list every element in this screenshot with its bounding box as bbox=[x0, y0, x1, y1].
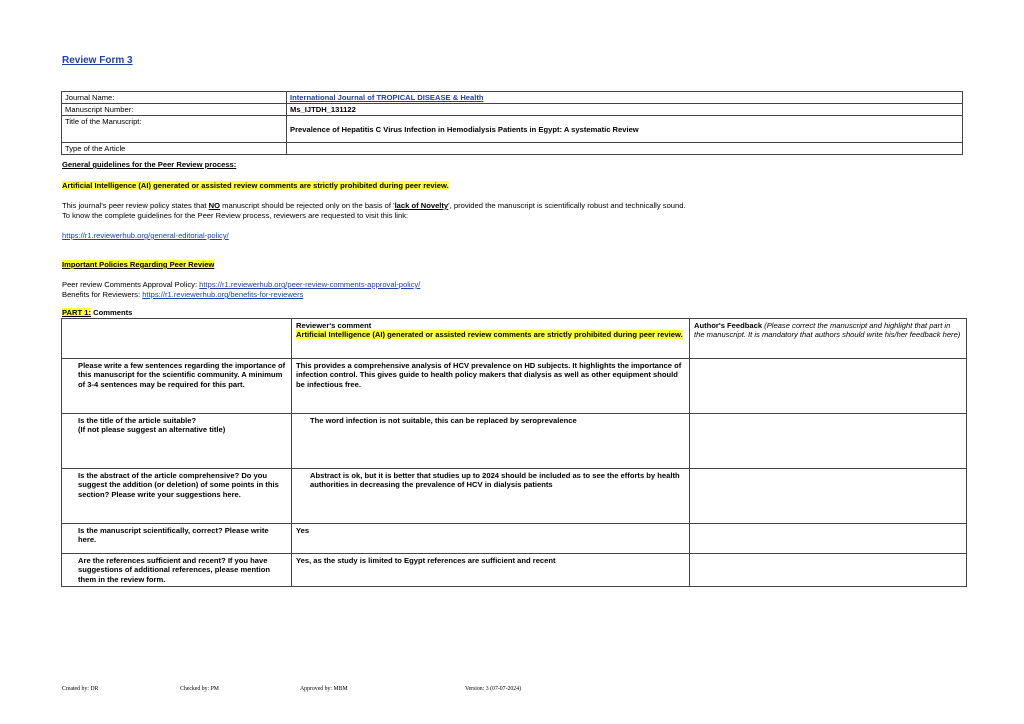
journal-link[interactable]: International Journal of TROPICAL DISEASE & Health bbox=[287, 92, 963, 104]
part1-heading bbox=[62, 308, 132, 318]
question-scientific: Is the manuscript scientifically, correct? Please write here. bbox=[62, 524, 292, 554]
complete-guidelines-text: To know the complete guidelines for the Peer Review process, reviewers are requested to visit this link: bbox=[62, 211, 409, 220]
policy-no-emphasis: NO bbox=[208, 201, 221, 210]
feedback-title[interactable] bbox=[690, 414, 967, 469]
question-importance: Please write a few sentences regarding the importance of this manuscript for the scientific community. A minimum of 3-4 sentences may be required for this part. bbox=[62, 359, 292, 414]
article-type-value bbox=[287, 143, 963, 155]
policies-heading-text: Important Policies Regarding Peer Review bbox=[62, 260, 215, 269]
manuscript-title-row bbox=[62, 116, 963, 143]
table-row bbox=[62, 414, 967, 469]
answer-scientific: Yes bbox=[292, 524, 690, 554]
reviewer-ai-notice-text: Artificial Intelligence (AI) generated or assisted review comments are strictly prohibited during peer review. bbox=[296, 330, 683, 340]
approval-policy-label: Peer review Comments Approval Policy: bbox=[62, 280, 200, 289]
approval-policy-line bbox=[62, 280, 420, 290]
question-abstract: Is the abstract of the article comprehensive? Do you suggest the addition (or deletion) of some points in this section? Please write your suggestions here. bbox=[62, 469, 292, 524]
policies-heading bbox=[62, 260, 214, 270]
author-feedback-note: (Please correct the manuscript and highlight that part in the manuscript. It is mandatory that authors should write his/her feedback here) bbox=[694, 321, 961, 340]
header-empty-cell bbox=[62, 319, 292, 359]
table-row bbox=[62, 524, 967, 554]
answer-abstract: Abstract is ok, but it is better that studies up to 2024 should be included as to see the efforts by health authorities in decreasing the prevalence of HCV in dialysis patients bbox=[292, 469, 690, 524]
manuscript-info-table bbox=[61, 91, 963, 155]
manuscript-title-label: Title of the Manuscript: bbox=[62, 116, 287, 143]
guidelines-heading: General guidelines for the Peer Review process: bbox=[62, 160, 237, 169]
answer-importance: This provides a comprehensive analysis of HCV prevalence on HD subjects. It highlights the importance of infection control. This gives guide to health policy makers that dialysis as well as other equipment should be infectious free. bbox=[292, 359, 690, 414]
reviewer-ai-notice bbox=[296, 330, 685, 339]
approval-policy-link[interactable]: https://r1.reviewerhub.org/peer-review-comments-approval-policy/ bbox=[199, 280, 421, 289]
journal-label: Journal Name: bbox=[62, 92, 287, 104]
footer-version: Version: 3 (07-07-2024) bbox=[465, 686, 522, 692]
policy-text-end: ', provided the manuscript is scientifically robust and technically sound. bbox=[448, 201, 686, 210]
feedback-importance[interactable] bbox=[690, 359, 967, 414]
table-row bbox=[62, 359, 967, 414]
comments-header-row bbox=[62, 319, 967, 359]
manuscript-number-value: Ms_IJTDH_131122 bbox=[287, 104, 963, 116]
manuscript-title-value: Prevalence of Hepatitis C Virus Infection in Hemodialysis Patients in Egypt: A systematic Review bbox=[287, 116, 963, 143]
lack-of-novelty-emphasis: lack of Novelty bbox=[394, 201, 449, 210]
policy-text-start: This journal's peer review policy states that bbox=[62, 201, 209, 210]
reviewer-comment-title: Reviewer's comment bbox=[296, 321, 372, 330]
policy-text-middle: manuscript should be rejected only on the basis of ' bbox=[220, 201, 395, 210]
feedback-abstract[interactable] bbox=[690, 469, 967, 524]
table-row bbox=[62, 469, 967, 524]
article-type-label: Type of the Article bbox=[62, 143, 287, 155]
reviewer-comment-header bbox=[292, 319, 690, 359]
article-type-row bbox=[62, 143, 963, 155]
answer-references: Yes, as the study is limited to Egypt references are sufficient and recent bbox=[292, 554, 690, 587]
part1-comments-label: Comments bbox=[90, 308, 133, 317]
footer-created-by: Created by: DR bbox=[62, 686, 99, 692]
question-title: Is the title of the article suitable? (If not please suggest an alternative title) bbox=[62, 414, 292, 469]
benefits-link[interactable]: https://r1.reviewerhub.org/benefits-for-reviewers bbox=[142, 290, 304, 299]
novelty-policy-text bbox=[62, 201, 686, 211]
part1-label: PART 1: bbox=[62, 308, 91, 317]
feedback-scientific[interactable] bbox=[690, 524, 967, 554]
question-references: Are the references sufficient and recent? If you have suggestions of additional references, please mention them in the review form. bbox=[62, 554, 292, 587]
table-row bbox=[62, 554, 967, 587]
editorial-policy-link[interactable]: https://r1.reviewerhub.org/general-editorial-policy/ bbox=[62, 231, 229, 240]
journal-row bbox=[62, 92, 963, 104]
ai-notice-text: Artificial Intelligence (AI) generated or assisted review comments are strictly prohibited during peer review. bbox=[62, 181, 449, 190]
benefits-label: Benefits for Reviewers: bbox=[62, 290, 143, 299]
comments-table bbox=[61, 318, 967, 587]
author-feedback-title: Author's Feedback bbox=[694, 321, 763, 330]
manuscript-number-row bbox=[62, 104, 963, 116]
feedback-references[interactable] bbox=[690, 554, 967, 587]
footer-approved-by: Approved by: MBM bbox=[300, 686, 348, 692]
benefits-line bbox=[62, 290, 303, 300]
manuscript-number-label: Manuscript Number: bbox=[62, 104, 287, 116]
author-feedback-header bbox=[690, 319, 967, 359]
ai-notice bbox=[62, 181, 449, 191]
answer-title: The word infection is not suitable, this can be replaced by seroprevalence bbox=[292, 414, 690, 469]
footer-checked-by: Checked by: PM bbox=[180, 686, 219, 692]
form-title: Review Form 3 bbox=[62, 55, 133, 66]
